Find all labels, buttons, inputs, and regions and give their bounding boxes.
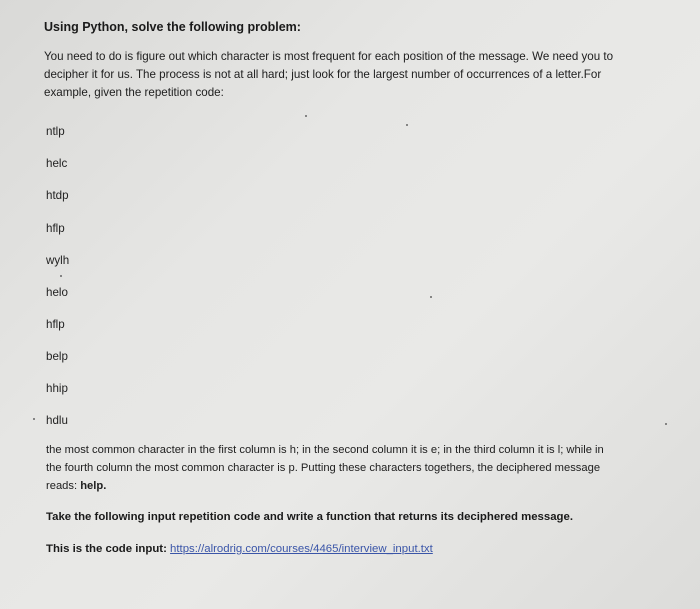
problem-heading: Using Python, solve the following problem: (44, 20, 301, 34)
paper-speck (406, 124, 408, 126)
paper-speck (305, 115, 307, 117)
code-input-link[interactable]: https://alrodrig.com/courses/4465/interview_input.txt (170, 543, 433, 555)
code-line: htdp (46, 189, 69, 202)
paper-speck (665, 423, 667, 425)
paper-speck (430, 296, 432, 298)
explanation-line: the most common character in the first column is h; in the second column it is e; in the third column it is l; while in (46, 444, 604, 456)
code-input-label: This is the code input: (46, 543, 171, 555)
deciphered-answer: help. (80, 480, 107, 492)
intro-line: decipher it for us. The process is not at all hard; just look for the largest number of occurrences of a letter.For (44, 68, 602, 81)
task-instruction: Take the following input repetition code and write a function that returns its deciphered message. (46, 511, 573, 523)
code-line: helo (46, 286, 68, 299)
code-line: wylh (46, 254, 70, 267)
code-line: hflp (46, 222, 65, 235)
paper-speck (33, 418, 35, 420)
explanation (46, 441, 666, 495)
intro-line: You need to do is figure out which character is most frequent for each position of the message. We need you to (44, 50, 614, 63)
code-line: helc (46, 157, 68, 170)
explanation-line: the fourth column the most common character is p. Putting these characters togethers, the deciphered message (46, 462, 601, 474)
problem-intro (44, 48, 654, 102)
code-line: hdlu (46, 414, 68, 427)
code-line: belp (46, 350, 68, 363)
code-line: ntlp (46, 125, 65, 138)
code-input (46, 543, 433, 555)
explanation-line (46, 477, 666, 495)
paper-speck (60, 275, 62, 277)
intro-line: example, given the repetition code: (44, 86, 224, 99)
explanation-prefix: reads: (46, 480, 81, 492)
code-line: hflp (46, 318, 65, 331)
code-line: hhip (46, 382, 68, 395)
